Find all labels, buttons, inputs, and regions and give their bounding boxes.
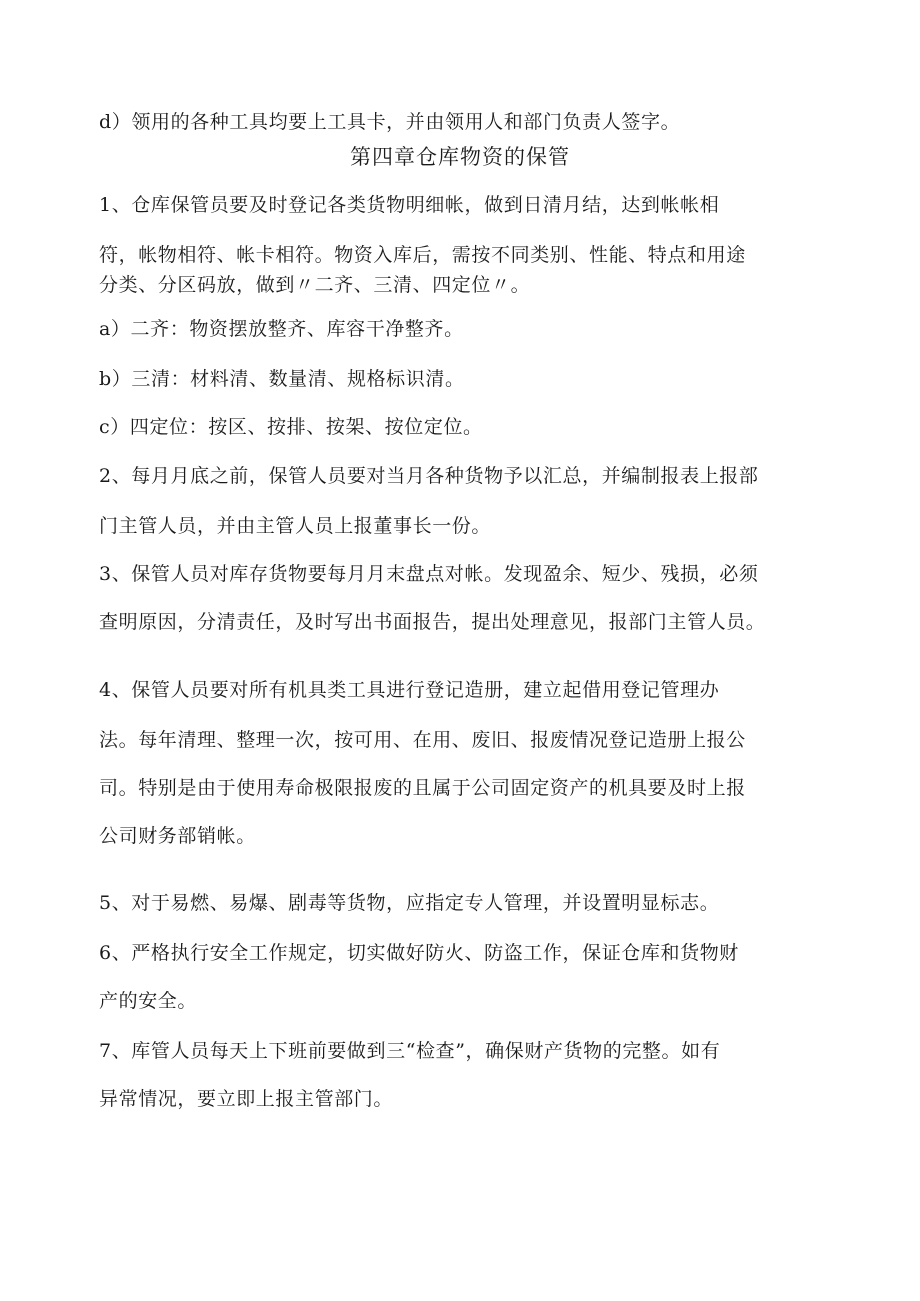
rule-3-line-2: 查明原因，分清责任，及时写出书面报告，提出处理意见，报部门主管人员。 bbox=[99, 611, 766, 633]
item-d-tool-card: d）领用的各种工具均要上工具卡，并由领用人和部门负责人签字。 bbox=[99, 111, 681, 133]
rule-1-line-2: 符，帐物相符、帐卡相符。物资入库后，需按不同类别、性能、特点和用途 bbox=[99, 244, 746, 266]
item-b-three-clear: b）三清：材料清、数量清、规格标识清。 bbox=[99, 368, 465, 390]
rule-6-line-1: 6、严格执行安全工作规定，切实做好防火、防盗工作，保证仓库和货物财 bbox=[99, 942, 739, 964]
chapter-title: 第四章仓库物资的保管 bbox=[350, 145, 570, 169]
rule-5-line-1: 5、对于易燃、易爆、剧毒等货物，应指定专人管理，并设置明显标志。 bbox=[99, 892, 720, 914]
rule-7-line-1: 7、库管人员每天上下班前要做到三“检查”，确保财产货物的完整。如有 bbox=[99, 1040, 721, 1062]
rule-7-line-2: 异常情况，要立即上报主管部门。 bbox=[99, 1088, 394, 1110]
rule-6-line-2: 产的安全。 bbox=[99, 990, 198, 1012]
rule-4-line-3: 司。特别是由于使用寿命极限报废的且属于公司固定资产的机具要及时上报 bbox=[99, 777, 746, 799]
rule-2-line-1: 2、每月月底之前，保管人员要对当月各种货物予以汇总，并编制报表上报部 bbox=[99, 465, 759, 487]
rule-4-line-4: 公司财务部销帐。 bbox=[99, 825, 256, 847]
rule-1-line-3: 分类、分区码放，做到〃二齐、三清、四定位〃。 bbox=[99, 274, 531, 296]
rule-2-line-2: 门主管人员，并由主管人员上报董事长一份。 bbox=[99, 515, 492, 537]
rule-4-line-2: 法。每年清理、整理一次，按可用、在用、废旧、报废情况登记造册上报公 bbox=[99, 729, 746, 751]
rule-1-line-1: 1、仓库保管员要及时登记各类货物明细帐，做到日清月结，达到帐帐相 bbox=[99, 194, 720, 216]
item-a-two-neat: a）二齐：物资摆放整齐、库容干净整齐。 bbox=[99, 318, 464, 340]
rule-3-line-1: 3、保管人员对库存货物要每月月末盘点对帐。发现盈余、短少、残损，必须 bbox=[99, 563, 759, 585]
item-c-four-positions: c）四定位：按区、按排、按架、按位定位。 bbox=[99, 416, 483, 438]
rule-4-line-1: 4、保管人员要对所有机具类工具进行登记造册，建立起借用登记管理办 bbox=[99, 679, 720, 701]
